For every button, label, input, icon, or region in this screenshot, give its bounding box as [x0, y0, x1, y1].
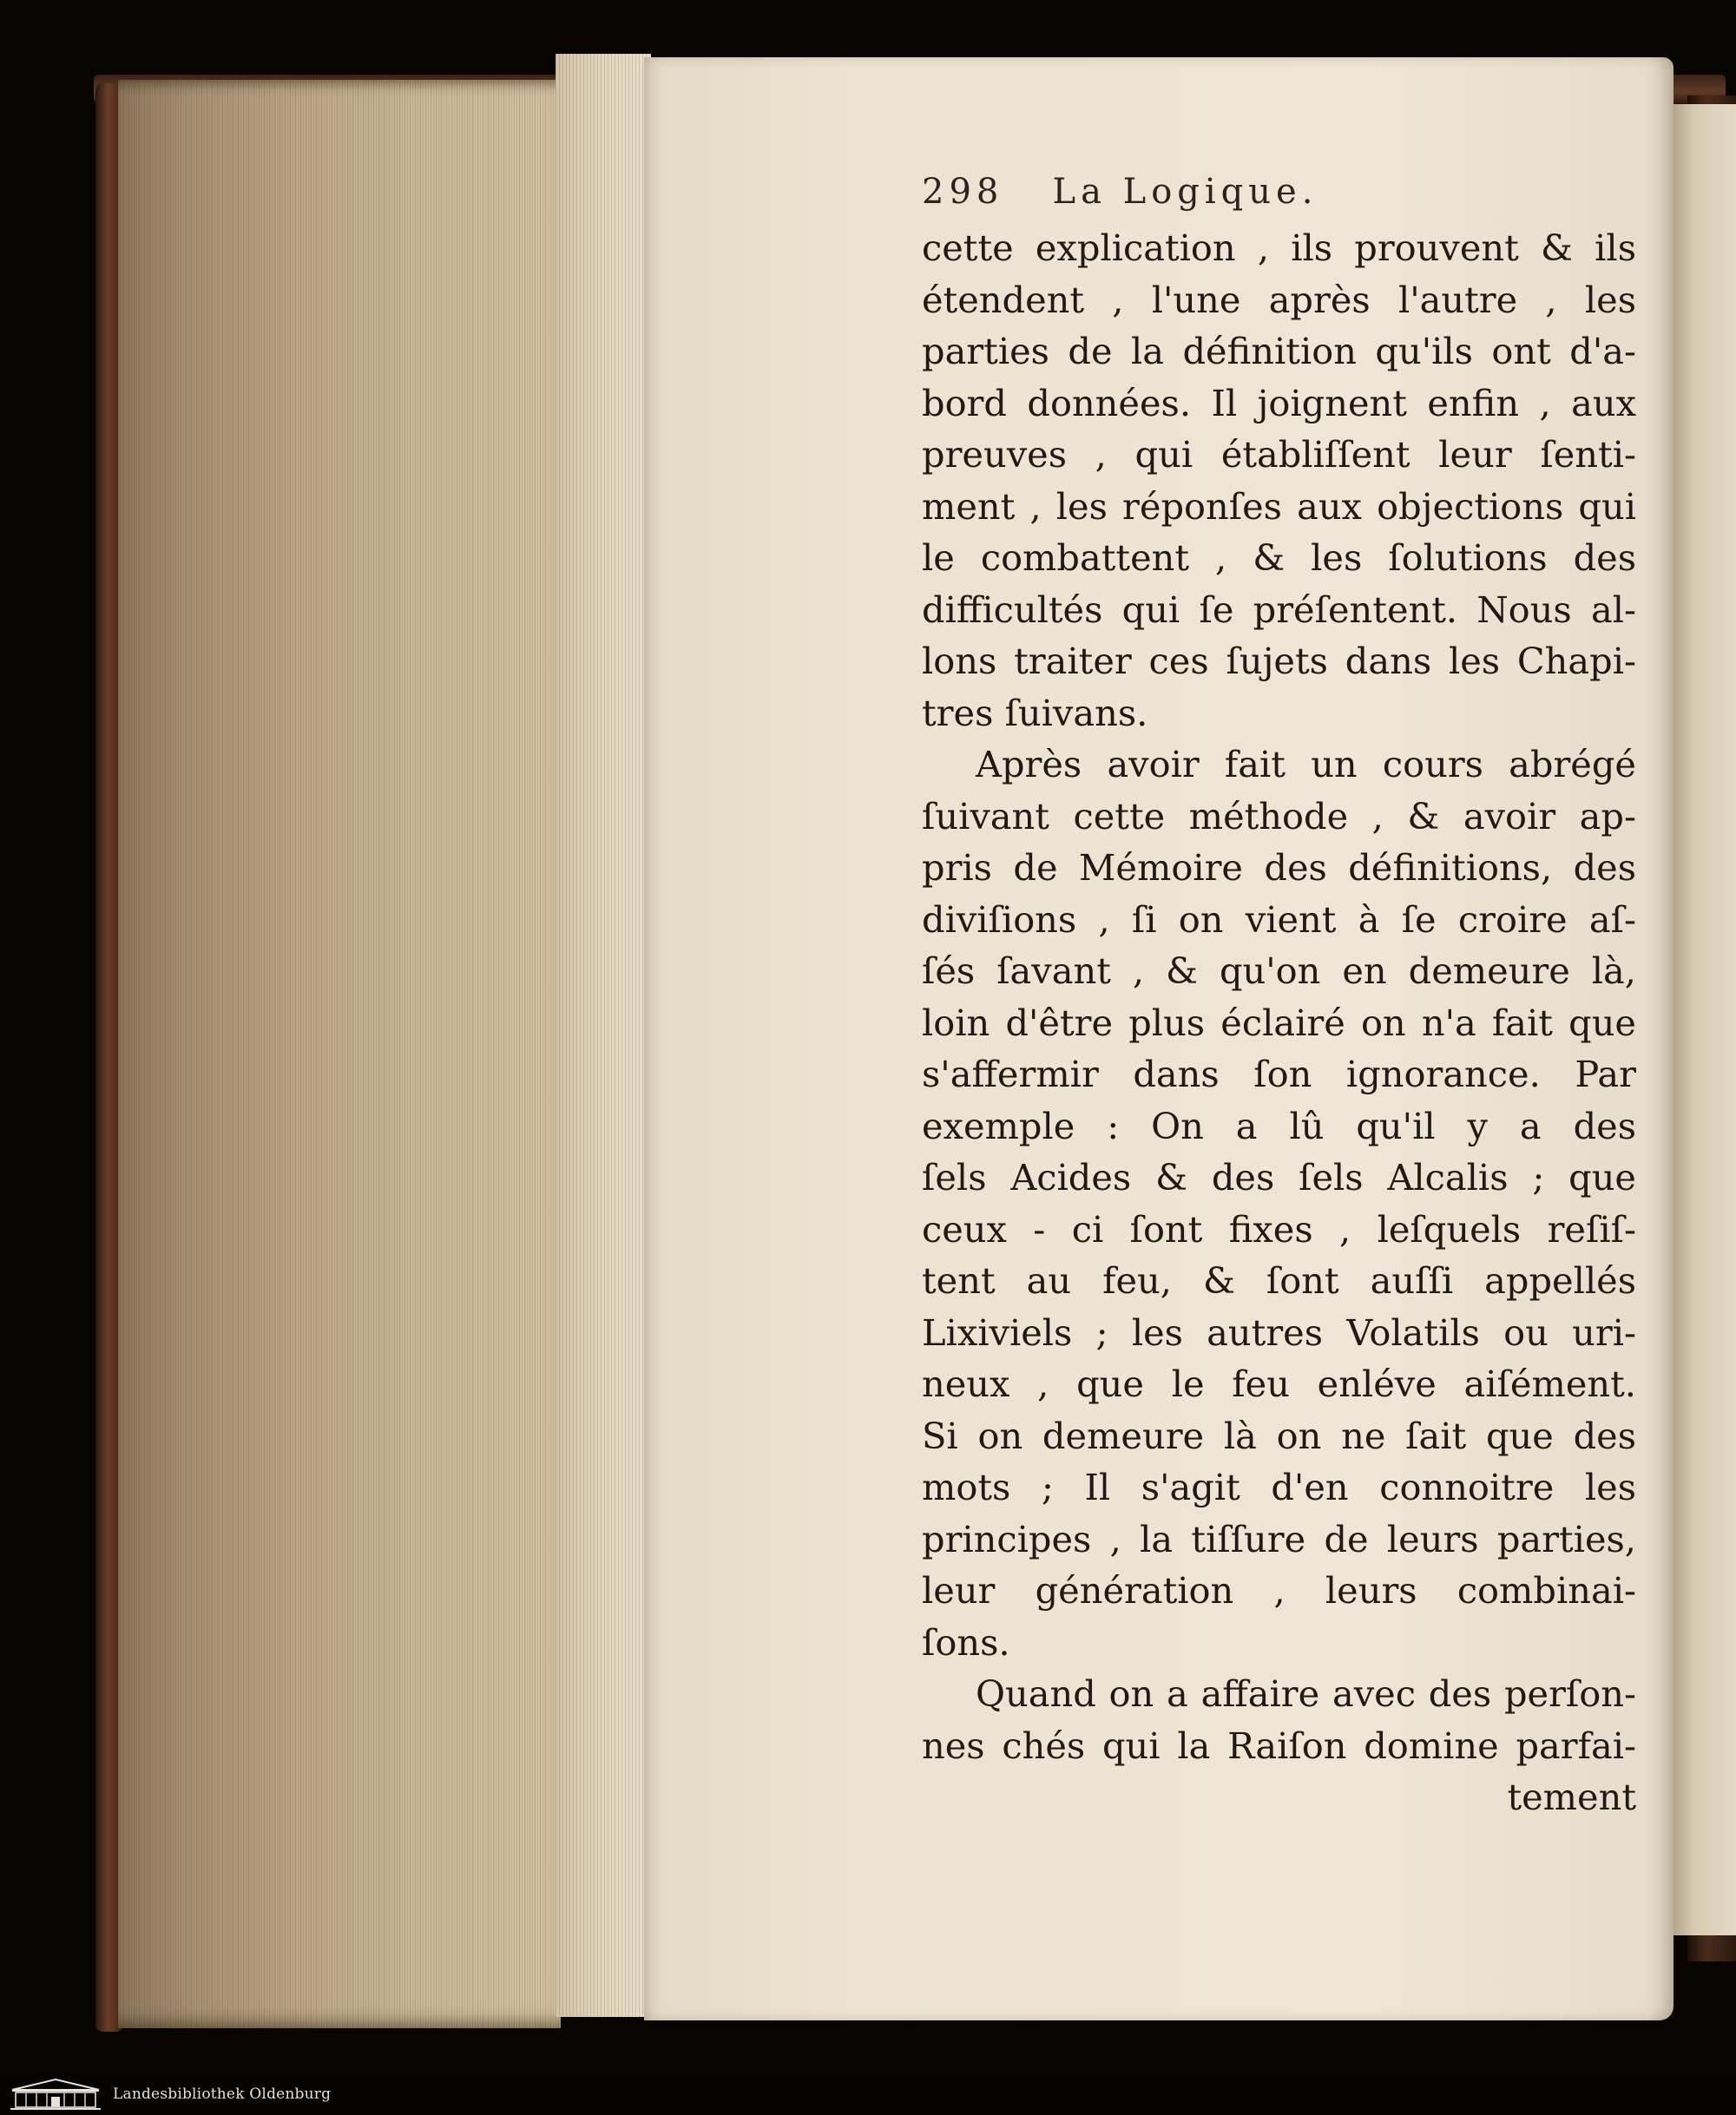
text-line: ſés ſavant , & qu'on en demeure là, [922, 949, 1636, 992]
text-line: tres ſuivans. [922, 691, 1148, 734]
text-line: diviſions , ſi on vient à ſe croire aſ- [922, 897, 1636, 941]
text-line: ceux - ci ſont fixes , leſquels reſiſ- [922, 1207, 1636, 1251]
text-line: pris de Mémoire des définitions, des [922, 846, 1636, 889]
text-line: s'affermir dans ſon ignorance. Par [922, 1053, 1636, 1095]
text-line: ſuivant cette méthode , & avoir ap- [922, 794, 1636, 837]
text-line: mots ; Il s'agit d'en connoitre les [922, 1466, 1636, 1508]
text-line: loin d'être plus éclairé on n'a fait que [922, 1001, 1636, 1044]
page-edges-stack [118, 80, 561, 2028]
page-number: 298 [922, 172, 1004, 212]
page-edges-inner [556, 54, 651, 2017]
text-line: ſons. [922, 1620, 1010, 1664]
text-line: exemple : On a lû qu'il y a des [922, 1104, 1636, 1147]
catchword: tement [1507, 1776, 1636, 1818]
text-line: nes chés qui la Raiſon domine parfai- [922, 1724, 1636, 1767]
footer-bar [0, 2073, 1736, 2115]
library-building-icon [9, 2078, 102, 2111]
text-line: principes , la tiſſure de leurs parties, [922, 1517, 1636, 1560]
library-name: Landesbibliothek Oldenburg [113, 2085, 332, 2103]
text-line: parties de la définition qu'ils ont d'a- [922, 330, 1636, 372]
text-line: neux , que le feu enléve aiſément. [922, 1363, 1636, 1405]
text-line: bord données. Il joignent enfin , aux [922, 381, 1636, 424]
text-line: ment , les réponſes aux objections qui [922, 484, 1636, 528]
text-line: Lixiviels ; les autres Volatils ou uri- [922, 1310, 1636, 1354]
running-head [922, 172, 1636, 222]
page-text [922, 172, 1636, 1823]
next-page-edge [1667, 104, 1736, 1935]
text-line: étendent , l'une après l'autre , les [922, 278, 1636, 321]
text-line: leur génération , leurs combinai- [922, 1569, 1636, 1612]
running-title: La Logique. [1052, 172, 1318, 212]
text-line: le combattent , & les ſolutions des [922, 536, 1636, 579]
text-line: Si on demeure là on ne ſait que des [922, 1414, 1636, 1457]
text-line: Après avoir fait un cours abrégé [976, 743, 1636, 785]
text-line: difficultés qui ſe préſentent. Nous al- [922, 588, 1636, 631]
text-line: tent au feu, & ſont auſſi appellés [922, 1259, 1636, 1302]
text-line: ſels Acides & des ſels Alcalis ; que [922, 1156, 1636, 1199]
text-line: Quand on a affaire avec des perſon- [976, 1672, 1636, 1715]
text-line: cette explication , ils prouvent & ils [922, 227, 1636, 269]
text-line: preuves , qui établiſſent leur ſenti- [922, 433, 1636, 476]
text-line: lons traiter ces ſujets dans les Chapi- [922, 640, 1636, 682]
